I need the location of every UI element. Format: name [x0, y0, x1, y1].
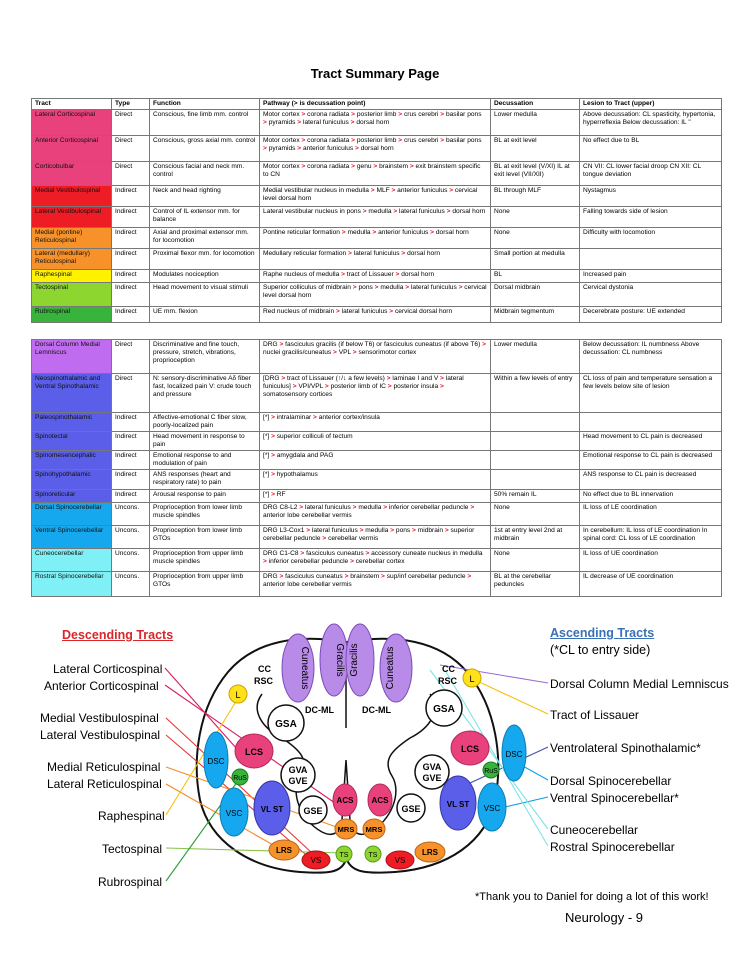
table-row [32, 526, 722, 549]
function-cell: Emotional response to and modulation of pain [150, 451, 260, 470]
ts-left-text: TS [339, 852, 349, 859]
pathway-cell: Red nucleus of midbrain > lateral funiculus > cervical dorsal horn [260, 307, 491, 323]
label-medial-vestibulospinal: Medial Vestibulospinal [40, 711, 159, 725]
label-medial-reticulospinal: Medial Reticulospinal [47, 760, 161, 774]
tract-cell: Anterior Corticospinal [32, 136, 112, 162]
pathway-cell: [DRG > tract of Lissauer (↑/↓ a few levels) > laminae I and V > lateral funiculus] > VPI/VPL > posterior limb of IC > posterior insula > somatosensory cortices [260, 374, 491, 413]
decussation-cell: BL at exit level [491, 136, 580, 162]
header-function: Function [150, 99, 260, 110]
pathway-cell: DRG L3-Cox1 > lateral funiculus > medulla > pons > midbrain > superior cerebellar peduncle > cerebellar vermis [260, 526, 491, 549]
tract-table-ascending [31, 339, 722, 597]
decussation-cell: None [491, 207, 580, 228]
function-cell: ANS responses (heart and respiratory rate) to pain [150, 470, 260, 490]
table-row [32, 340, 722, 374]
lesion-cell: Decerebrate posture: UE extended [580, 307, 722, 323]
tract-cell: Lateral Vestibulospinal [32, 207, 112, 228]
function-cell: Neck and head righting [150, 186, 260, 207]
tract-cell: Neospinothalamic and Ventral Spinothalamic [32, 374, 112, 413]
type-cell: Indirect [112, 207, 150, 228]
table-row [32, 413, 722, 432]
vlst-left-text: VL ST [260, 805, 284, 814]
spinal-cord-diagram [0, 610, 750, 890]
tract-table-descending [31, 98, 722, 323]
descending-heading: Descending Tracts [62, 628, 174, 642]
type-cell: Uncons. [112, 572, 150, 597]
table-row [32, 549, 722, 572]
gva-left-text: GVA [288, 765, 308, 775]
type-cell: Indirect [112, 470, 150, 490]
label-tectospinal: Tectospinal [102, 842, 163, 856]
decussation-cell: 50% remain IL [491, 490, 580, 503]
decussation-cell: Dorsal midbrain [491, 283, 580, 307]
tract-cell: Rubrospinal [32, 307, 112, 323]
lesion-cell: IL decrease of UE coordination [580, 572, 722, 597]
gse-right-text: GSE [401, 804, 421, 814]
lesion-cell: In cerebellum: IL loss of LE coordination In spinal cord: CL loss of LE coordination [580, 526, 722, 549]
pathway-cell: DRG C8-L2 > lateral funiculus > medulla > inferior cerebellar peduncle > anterior lobe cerebellar vermis [260, 503, 491, 526]
lesion-cell: Increased pain [580, 270, 722, 283]
gve-left-text: GVE [288, 776, 308, 786]
type-cell: Uncons. [112, 526, 150, 549]
decussation-cell [491, 451, 580, 470]
dsc-right-text: DSC [505, 750, 523, 759]
pathway-cell: Motor cortex > corona radiata > posterior limb > crus cerebri > basilar pons > pyramids > anterior funiculus > dorsal horn [260, 136, 491, 162]
label-ventrolateral-spinothalamic: Ventrolateral Spinothalamic* [550, 741, 701, 755]
function-cell: Axial and proximal extensor mm. for locomotion [150, 228, 260, 249]
function-cell: Head movement in response to pain [150, 432, 260, 451]
l-right-text: L [469, 674, 475, 684]
cuneatus-right-text: Cuneatus [385, 646, 396, 690]
pathway-cell: [*] > RF [260, 490, 491, 503]
header-lesion: Lesion to Tract (upper) [580, 99, 722, 110]
gsa-right-text: GSA [433, 704, 455, 715]
table-row [32, 432, 722, 451]
cc-right-text: CC [442, 664, 455, 674]
pathway-cell: [*] > amygdala and PAG [260, 451, 491, 470]
page-footer: Neurology - 9 [565, 910, 644, 925]
lcs-right-text: LCS [461, 744, 479, 754]
lesion-cell: Above decussation: CL spasticity, hypertonia, hyperreflexia Below decussation: IL " [580, 110, 722, 136]
label-rostral-spinocerebellar: Rostral Spinocerebellar [550, 840, 675, 854]
table-row [32, 451, 722, 470]
function-cell: Proprioception from upper limb muscle spindles [150, 549, 260, 572]
tract-cell: Paleospinothalamic [32, 413, 112, 432]
lesion-cell: IL loss of UE coordination [580, 549, 722, 572]
vs-right-text: VS [394, 856, 406, 865]
table-row [32, 503, 722, 526]
rsc-right-text: RSC [438, 676, 458, 686]
decussation-cell: BL at exit level (V/XI) IL at exit level (VII/XII) [491, 162, 580, 186]
cc-left-text: CC [258, 664, 271, 674]
dcml-left-text: DC-ML [305, 705, 334, 715]
table-row [32, 207, 722, 228]
pathway-cell: Superior colliculus of midbrain > pons > medulla > lateral funiculus > cervical level dorsal horn [260, 283, 491, 307]
lesion-cell [580, 413, 722, 432]
lesion-cell: No effect due to BL innervation [580, 490, 722, 503]
ts-right-text: TS [368, 852, 378, 859]
label-cuneocerebellar: Cuneocerebellar [550, 823, 639, 837]
vlst-right-text: VL ST [446, 800, 470, 809]
decussation-cell: BL through MLF [491, 186, 580, 207]
decussation-cell: BL [491, 270, 580, 283]
decussation-cell: Lower medulla [491, 110, 580, 136]
tract-cell: Spinotectal [32, 432, 112, 451]
label-dcml: Dorsal Column Medial Lemniscus [550, 677, 729, 691]
tract-cell: Spinohypothalamic [32, 470, 112, 490]
decussation-cell [491, 432, 580, 451]
pathway-cell: DRG > fasciculus gracilis (if below T6) or fasciculus cuneatus (if above T6) > nuclei gracilis/cuneatus > VPL > sensorimotor cortex [260, 340, 491, 374]
lesion-cell: CL loss of pain and temperature sensation a few levels below site of lesion [580, 374, 722, 413]
decussation-cell: BL at the cerebellar peduncles [491, 572, 580, 597]
header-pathway: Pathway (> is decussation point) [260, 99, 491, 110]
decussation-cell: None [491, 549, 580, 572]
type-cell: Indirect [112, 451, 150, 470]
pathway-cell: DRG > fasciculus cuneatus > brainstem > sup/inf cerebellar peduncle > anterior lobe cerebellar vermis [260, 572, 491, 597]
gracilis-left-text: Gracilis [334, 643, 345, 677]
type-cell: Indirect [112, 490, 150, 503]
gva-right-text: GVA [422, 762, 442, 772]
function-cell: Proprioception from lower limb GTOs [150, 526, 260, 549]
type-cell: Indirect [112, 283, 150, 307]
lcs-left-text: LCS [245, 747, 263, 757]
decussation-cell: Within a few levels of entry [491, 374, 580, 413]
tract-cell: Corticobulbar [32, 162, 112, 186]
table-row [32, 162, 722, 186]
function-cell: Conscious facial and neck mm. control [150, 162, 260, 186]
tract-cell: Medial Vestibulospinal [32, 186, 112, 207]
function-cell: Affective-emotional C fiber slow, poorly-localized pain [150, 413, 260, 432]
table-row [32, 136, 722, 162]
lesion-cell: Below decussation: IL numbness Above decussation: CL numbness [580, 340, 722, 374]
decussation-cell: Small portion at medulla [491, 249, 580, 270]
type-cell: Indirect [112, 307, 150, 323]
tract-cell: Spinomesencephalic [32, 451, 112, 470]
type-cell: Indirect [112, 186, 150, 207]
function-cell: Conscious, fine limb mm. control [150, 110, 260, 136]
lesion-cell: CN VII: CL lower facial droop CN XII: CL tongue deviation [580, 162, 722, 186]
label-ventral-spinocerebellar: Ventral Spinocerebellar* [550, 791, 679, 805]
header-type: Type [112, 99, 150, 110]
rus-right-text: RuS [484, 768, 498, 775]
ascending-heading: Ascending Tracts [550, 626, 655, 640]
l-left-text: L [235, 690, 241, 700]
function-cell: Discriminative and fine touch, pressure, stretch, vibrations, proprioception [150, 340, 260, 374]
table-row [32, 490, 722, 503]
function-cell: Proprioception from upper limb GTOs [150, 572, 260, 597]
pathway-cell: Motor cortex > corona radiata > posterior limb > crus cerebri > basilar pons > pyramids > lateral funiculus > dorsal horn [260, 110, 491, 136]
decussation-cell: Lower medulla [491, 340, 580, 374]
pathway-cell: Lateral vestibular nucleus in pons > medulla > lateral funiculus > dorsal horn [260, 207, 491, 228]
function-cell: Head movement to visual stimuli [150, 283, 260, 307]
function-cell: Control of IL extensor mm. for balance [150, 207, 260, 228]
function-cell: Arousal response to pain [150, 490, 260, 503]
gve-right-text: GVE [422, 773, 442, 783]
vsc-right-text: VSC [483, 804, 501, 813]
label-anterior-corticospinal: Anterior Corticospinal [44, 679, 159, 693]
type-cell: Uncons. [112, 549, 150, 572]
table-row [32, 270, 722, 283]
tract-cell: Spinoreticular [32, 490, 112, 503]
header-decussation: Decussation [491, 99, 580, 110]
gracilis-right-text: Gracilis [349, 643, 360, 677]
pathway-cell: Pontine reticular formation > medulla > anterior funiculus > dorsal horn [260, 228, 491, 249]
decussation-cell: None [491, 503, 580, 526]
table-row [32, 228, 722, 249]
gse-left-text: GSE [303, 806, 323, 816]
vs-left-text: VS [310, 856, 322, 865]
type-cell: Direct [112, 340, 150, 374]
function-cell: Proximal flexor mm. for locomotion [150, 249, 260, 270]
tract-cell: Lateral (medullary) Reticulospinal [32, 249, 112, 270]
table-row [32, 470, 722, 490]
dcml-right-text: DC-ML [362, 705, 391, 715]
lesion-cell: Head movement to CL pain is decreased [580, 432, 722, 451]
pathway-cell: [*] > hypothalamus [260, 470, 491, 490]
pathway-cell: DRG C1-C8 > fasciculus cuneatus > accessory cuneate nucleus in medulla > inferior cerebellar peduncle > cerebellar cortex [260, 549, 491, 572]
gva-gve-right [415, 755, 449, 789]
lesion-cell [580, 249, 722, 270]
mrs-left-text: MRS [337, 825, 355, 834]
function-cell: UE mm. flexion [150, 307, 260, 323]
tract-cell: Cuneocerebellar [32, 549, 112, 572]
lesion-cell: Difficulty with locomotion [580, 228, 722, 249]
decussation-cell: None [491, 228, 580, 249]
label-lateral-reticulospinal: Lateral Reticulospinal [47, 777, 162, 791]
type-cell: Indirect [112, 228, 150, 249]
lrs-right-text: LRS [422, 848, 438, 857]
table-row [32, 283, 722, 307]
type-cell: Indirect [112, 432, 150, 451]
decussation-cell: 1st at entry level 2nd at midbrain [491, 526, 580, 549]
acs-right-text: ACS [371, 796, 389, 805]
table-row [32, 572, 722, 597]
type-cell: Direct [112, 162, 150, 186]
pathway-cell: Motor cortex > corona radiata > genu > brainstem > exit brainstem specific to CN [260, 162, 491, 186]
tract-cell: Tectospinal [32, 283, 112, 307]
tract-cell: Lateral Corticospinal [32, 110, 112, 136]
thanks-note: *Thank you to Daniel for doing a lot of this work! [475, 891, 709, 903]
table-row [32, 249, 722, 270]
type-cell: Direct [112, 374, 150, 413]
rus-left-text: RuS [233, 775, 247, 782]
type-cell: Direct [112, 110, 150, 136]
function-cell: Conscious, gross axial mm. control [150, 136, 260, 162]
lesion-cell: ANS response to CL pain is decreased [580, 470, 722, 490]
tract-cell: Dorsal Column Medial Lemniscus [32, 340, 112, 374]
cuneatus-left-text: Cuneatus [299, 646, 310, 690]
type-cell: Indirect [112, 249, 150, 270]
lesion-cell: IL loss of LE coordination [580, 503, 722, 526]
ascending-note: (*CL to entry side) [550, 643, 651, 657]
acs-left-text: ACS [336, 796, 354, 805]
pathway-cell: Raphe nucleus of medulla > tract of Lissauer > dorsal horn [260, 270, 491, 283]
lesion-cell: Falling towards side of lesion [580, 207, 722, 228]
table-row [32, 186, 722, 207]
tract-cell: Rostral Spinocerebellar [32, 572, 112, 597]
gva-gve-left [281, 758, 315, 792]
lesion-cell: No effect due to BL [580, 136, 722, 162]
mrs-right-text: MRS [365, 825, 383, 834]
lesion-cell: Cervical dystonia [580, 283, 722, 307]
dsc-left-text: DSC [207, 757, 225, 766]
header-tract: Tract [32, 99, 112, 110]
label-lateral-corticospinal: Lateral Corticospinal [53, 662, 163, 676]
gsa-left-text: GSA [275, 719, 297, 730]
pathway-cell: [*] > intralaminar > anterior cortex/insula [260, 413, 491, 432]
type-cell: Indirect [112, 413, 150, 432]
tract-cell: Ventral Spinocerebellar [32, 526, 112, 549]
type-cell: Indirect [112, 270, 150, 283]
page-title: Tract Summary Page [310, 66, 440, 81]
label-lateral-vestibulospinal: Lateral Vestibulospinal [40, 728, 161, 742]
lesion-cell: Nystagmus [580, 186, 722, 207]
decussation-cell [491, 413, 580, 432]
pathway-cell: Medullary reticular formation > lateral funiculus > dorsal horn [260, 249, 491, 270]
pathway-cell: [*] > superior colliculi of tectum [260, 432, 491, 451]
type-cell: Uncons. [112, 503, 150, 526]
function-cell: Modulates nociception [150, 270, 260, 283]
label-raphespinal: Raphespinal [98, 809, 165, 823]
label-tract-of-lissauer: Tract of Lissauer [550, 708, 639, 722]
type-cell: Direct [112, 136, 150, 162]
table-row [32, 110, 722, 136]
lesion-cell: Emotional response to CL pain is decreased [580, 451, 722, 470]
function-cell: Proprioception from lower limb muscle spindles [150, 503, 260, 526]
label-rubrospinal: Rubrospinal [98, 875, 163, 889]
table-row [32, 374, 722, 413]
tract-cell: Raphespinal [32, 270, 112, 283]
vsc-left-text: VSC [225, 809, 243, 818]
table-row [32, 307, 722, 323]
tract-cell: Dorsal Spinocerebellar [32, 503, 112, 526]
rsc-left-text: RSC [254, 676, 274, 686]
label-dorsal-spinocerebellar: Dorsal Spinocerebellar [550, 774, 672, 788]
lrs-left-text: LRS [276, 846, 292, 855]
decussation-cell: Midbrain tegmentum [491, 307, 580, 323]
function-cell: N: sensory-discriminative Aδ fiber fast, localized pain V: crude touch and pressure [150, 374, 260, 413]
tract-cell: Medial (pontine) Reticulospinal [32, 228, 112, 249]
decussation-cell [491, 470, 580, 490]
pathway-cell: Medial vestibular nucleus in medulla > MLF > anterior funiculus > cervical level dorsal horn [260, 186, 491, 207]
